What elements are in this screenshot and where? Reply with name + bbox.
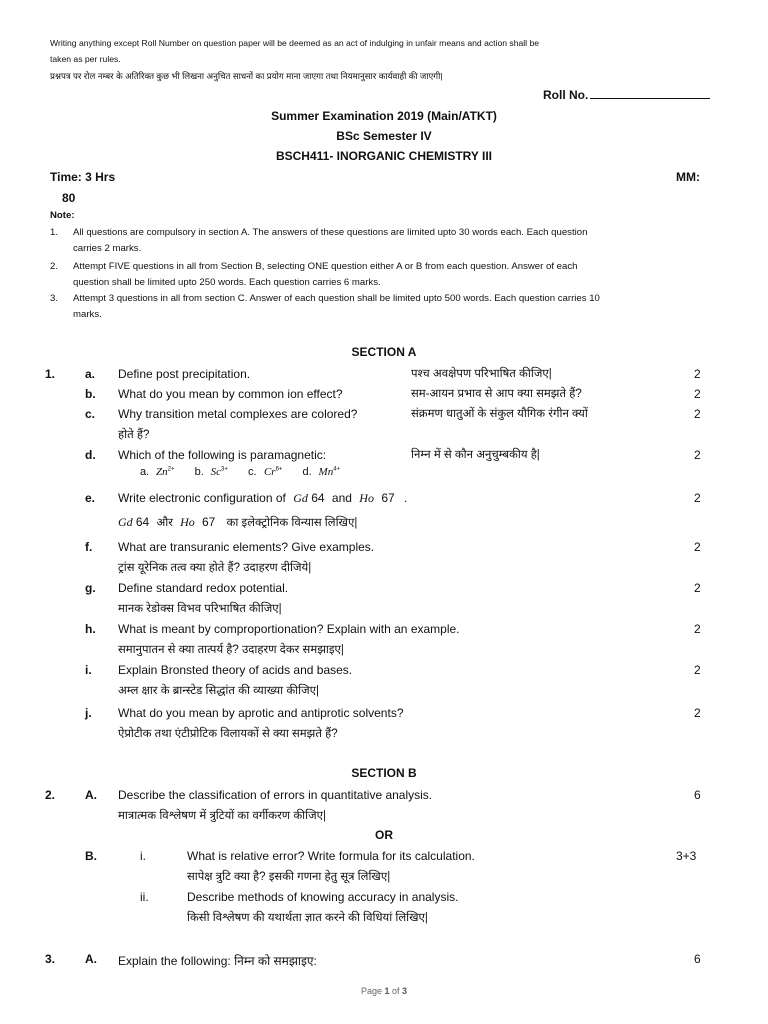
note-1-line1: All questions are compulsory in section A. The answers of these questions are limited upto 30 words each. Each question: [73, 227, 588, 238]
question-text-hi: मानक रेडोक्स विभव परिभाषित कीजिए|: [118, 603, 282, 615]
element-symbol: Gd: [118, 515, 133, 529]
question-marks: 2: [694, 387, 701, 401]
question-marks: 2: [694, 622, 701, 636]
question-text-en: What do you mean by common ion effect?: [118, 387, 343, 401]
page-total: 3: [402, 986, 408, 996]
roll-number-label: Roll No.: [543, 88, 589, 102]
question-marks: 2: [694, 581, 701, 595]
question-text-en: What is meant by comproportionation? Explain with an example.: [118, 622, 460, 636]
question-text-en: Why transition metal complexes are colored?: [118, 407, 358, 421]
question-marks: 2: [694, 663, 701, 677]
roll-number-field: [543, 88, 710, 102]
course-title: BSCH411- INORGANIC CHEMISTRY III: [275, 149, 493, 163]
question-text-hi: Gd 64 और Ho 67 का इलेक्ट्रोनिक विन्यास लिखिए|: [118, 515, 358, 529]
question-text-hi: पश्च अवक्षेपण परिभाषित कीजिए|: [411, 368, 552, 380]
question-text-hi-continued: होते हैं?: [118, 429, 150, 441]
question-text-en: Write electronic configuration of Gd 64 and Ho 67 .: [118, 491, 408, 505]
page-number: 1: [384, 986, 390, 996]
question-text-hi: ट्रांस यूरेनिक तत्व क्या होते हैं? उदाहरण दीजिये|: [118, 562, 312, 574]
question-number: 2.: [45, 788, 56, 802]
atomic-number: 64: [135, 515, 150, 529]
warning-hindi: प्रश्नपत्र पर रोल नम्बर के अतिरिक्त कुछ भी लिखना अनुचित साधनों का प्रयोग माना जाएगा तथा नियमानुसार कार्यवाही की जाएगी|: [50, 71, 443, 81]
item-letter: j.: [85, 706, 92, 720]
question-text-hi: सापेक्ष त्रुटि क्या है? इसकी गणना हेतु सूत्र लिखिए|: [187, 871, 391, 883]
question-text-en: Explain Bronsted theory of acids and bases.: [118, 663, 353, 677]
note-1-line2: carries 2 marks.: [73, 243, 142, 254]
ion-charge: 3+: [220, 466, 228, 473]
option-label: c.: [247, 466, 257, 478]
part-label: A.: [85, 788, 97, 802]
exam-title: Summer Examination 2019 (Main/ATKT): [271, 109, 497, 123]
element-symbol: Ho: [180, 515, 195, 529]
element-symbol: Gd: [293, 491, 308, 505]
part-label: A.: [85, 952, 97, 966]
roll-number-blank: [590, 88, 710, 99]
question-number: 3.: [45, 952, 56, 966]
question-text-en: What is relative error? Write formula for its calculation.: [187, 849, 475, 863]
question-text-hi: अम्ल क्षार के ब्रान्स्टेड सिद्धांत की व्याख्या कीजिए|: [118, 685, 319, 697]
ion-symbol: Sc: [210, 466, 221, 478]
ion-symbol: Mn: [318, 466, 334, 478]
atomic-number: 67: [381, 491, 395, 505]
time-allowed: Time: 3 Hrs: [50, 170, 116, 184]
option-row: [140, 466, 340, 478]
section-a-heading: SECTION A: [351, 345, 417, 359]
question-marks: 2: [694, 407, 701, 421]
ion-charge: 6+: [275, 466, 283, 473]
note-number: 1.: [50, 227, 59, 238]
note-2-line2: question shall be limited upto 250 words. Each question carries 6 marks.: [73, 277, 381, 288]
atomic-number: 64: [311, 491, 325, 505]
page-footer: Page 1 of 3: [360, 986, 408, 996]
note-number: 3.: [50, 293, 59, 304]
question-text-hi: संक्रमण धातुओं के संकुल यौगिक रंगीन क्यों: [411, 408, 588, 420]
item-letter: h.: [85, 622, 96, 636]
program-title: BSc Semester IV: [336, 129, 432, 143]
item-letter: i.: [85, 663, 92, 677]
question-marks: 2: [694, 367, 701, 381]
question-marks: 6: [694, 788, 701, 802]
section-b-heading: SECTION B: [351, 766, 417, 780]
or-separator: OR: [375, 828, 393, 842]
item-letter: c.: [85, 407, 96, 421]
sub-part-label: i.: [140, 849, 146, 863]
max-marks-value: 80: [62, 191, 76, 205]
question-text-en: Describe methods of knowing accuracy in analysis.: [187, 890, 459, 904]
item-letter: g.: [85, 581, 96, 595]
item-letter: d.: [85, 448, 96, 462]
question-marks: 2: [694, 706, 701, 720]
notes-label: Note:: [50, 210, 75, 221]
element-symbol: Ho: [359, 491, 374, 505]
atomic-number: 67: [201, 515, 216, 529]
ion-symbol: Zn: [156, 466, 168, 478]
warning-english-line2: taken as per rules.: [50, 54, 121, 64]
question-text-en: Describe the classification of errors in quantitative analysis.: [118, 788, 433, 802]
item-letter: e.: [85, 491, 96, 505]
ion-charge: 2+: [167, 466, 175, 473]
note-2-line1: Attempt FIVE questions in all from Section B, selecting ONE question either A or B from each question. Answer of each: [73, 261, 578, 272]
warning-english-line1: Writing anything except Roll Number on question paper will be deemed as an act of indulging in unfair means and action shall be: [50, 38, 540, 48]
option-label: d.: [302, 466, 312, 478]
item-letter: b.: [85, 387, 96, 401]
ion-charge: 4+: [333, 466, 341, 473]
question-text-hi: समानुपातन से क्या तात्पर्य है? उदाहरण देकर समझाइए|: [118, 644, 344, 656]
part-label: B.: [85, 849, 97, 863]
question-text-en: Which of the following is paramagnetic:: [118, 448, 327, 462]
sub-part-label: ii.: [140, 890, 149, 904]
max-marks-label: MM:: [676, 170, 700, 184]
question-marks: 3+3: [676, 849, 697, 863]
question-text-hi: सम-आयन प्रभाव से आप क्या समझते हैं?: [411, 388, 582, 400]
ion-symbol: Cr: [263, 466, 276, 478]
question-text-en: Define post precipitation.: [118, 367, 251, 381]
question-text-hi: ऐप्रोटीक तथा एंटीप्रोटिक विलायकों से क्या समझते हैं?: [118, 728, 338, 740]
note-3-line1: Attempt 3 questions in all from section C. Answer of each question shall be limited upto 500 words. Each question carries 10: [73, 293, 600, 304]
question-text-en: Explain the following: निम्न को समझाइए:: [118, 954, 317, 968]
question-text-hi: मात्रात्मक विश्लेषण में त्रुटियों का वर्गीकरण कीजिए|: [118, 810, 326, 822]
question-marks: 2: [694, 491, 701, 505]
option-label: a.: [140, 466, 150, 478]
item-letter: a.: [85, 367, 96, 381]
note-number: 2.: [50, 261, 59, 272]
question-marks: 2: [694, 448, 701, 462]
question-text-en: What are transuranic elements? Give examples.: [118, 540, 375, 554]
question-text-hi: निम्न में से कौन अनुचुम्बकीय है|: [411, 449, 540, 461]
question-marks: 2: [694, 540, 701, 554]
question-marks: 6: [694, 952, 701, 966]
question-number: 1.: [45, 367, 56, 381]
question-text-en: Define standard redox potential.: [118, 581, 289, 595]
question-text-en: What do you mean by aprotic and antiprotic solvents?: [118, 706, 404, 720]
question-text-hi: किसी विश्लेषण की यथार्थता ज्ञात करने की विधियां लिखिए|: [187, 912, 428, 924]
option-label: b.: [194, 466, 204, 478]
item-letter: f.: [85, 540, 93, 554]
note-3-line2: marks.: [73, 309, 102, 320]
